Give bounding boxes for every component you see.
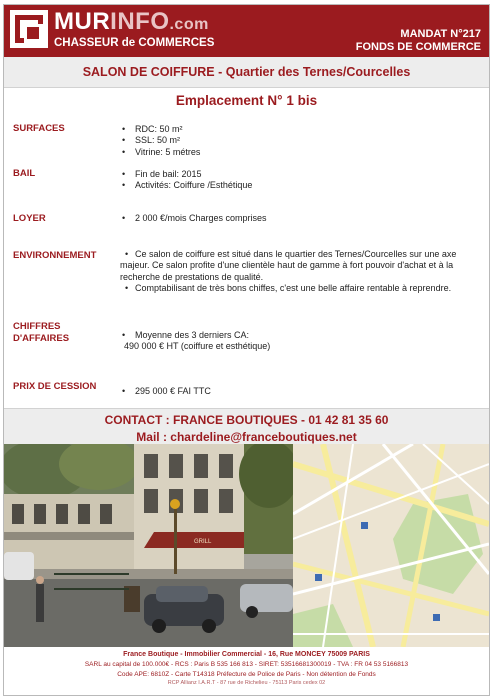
street-photo bbox=[4, 444, 293, 647]
paragraph-text: Ce salon de coiffure est situé dans le quartier des Ternes/Courcelles sur une axe majeur. Ce salon profite d'une clientèle haut de gamme à fort pouvoir d'achat et à la recherche de prestations de qualité. bbox=[120, 249, 457, 282]
list-item: • Fin de bail: 2015 bbox=[120, 169, 480, 180]
header-banner bbox=[4, 5, 489, 57]
loyer-list bbox=[120, 213, 480, 224]
list-item: • RDC: 50 m² bbox=[120, 124, 480, 135]
environnement-paragraph-1: • Ce salon de coiffure est situé dans le quartier des Ternes/Courcelles sur une axe majeur. Ce salon profite d'une clientèle haut de gamme à fort pouvoir d'achat et à la recherche de prestations de qualité. bbox=[120, 249, 457, 282]
footer-company: France Boutique - Immobilier Commercial - 16, Rue MONCEY 75009 PARIS bbox=[123, 651, 370, 658]
list-item: • SSL: 50 m² bbox=[120, 135, 480, 146]
list-item: • Moyenne des 3 derniers CA: bbox=[120, 330, 480, 341]
listing-sheet bbox=[3, 4, 490, 696]
list-item: • Vitrine: 5 métres bbox=[120, 147, 480, 158]
ca-text bbox=[120, 330, 480, 353]
list-item: • Activités: Coiffure /Esthétique bbox=[120, 180, 480, 191]
ca-label bbox=[13, 321, 113, 345]
loyer-label: LOYER bbox=[13, 213, 46, 224]
emplacement-heading: Emplacement N° 1 bis bbox=[175, 93, 318, 108]
brand-part-mur: MUR bbox=[54, 8, 111, 35]
ca-value: 490 000 € HT (coiffure et esthétique) bbox=[124, 341, 271, 352]
prix-label: PRIX DE CESSION bbox=[13, 381, 97, 392]
location-map bbox=[293, 444, 489, 647]
environnement-label: ENVIRONNEMENT bbox=[13, 250, 97, 261]
title-band bbox=[4, 57, 489, 88]
contact-band bbox=[4, 408, 489, 445]
contact-phone: CONTACT : FRANCE BOUTIQUES - 01 42 81 35 60 bbox=[104, 413, 389, 427]
surfaces-list bbox=[120, 124, 480, 158]
murinfo-logo-icon bbox=[10, 10, 48, 48]
brand-tagline: CHASSEUR de COMMERCES bbox=[54, 37, 215, 49]
footer-ape: Code APE: 6810Z - Carte T14318 Préfecture de Police de Paris - Non détention de Fonds bbox=[117, 670, 376, 678]
brand-part-dotcom: .com bbox=[169, 16, 209, 33]
contact-email[interactable]: Mail : chardeline@franceboutiques.net bbox=[136, 430, 357, 444]
environnement-text bbox=[120, 249, 480, 294]
ca-label-line-1: CHIFFRES bbox=[13, 321, 61, 332]
brand-name bbox=[54, 9, 209, 38]
business-type: FONDS DE COMMERCE bbox=[355, 41, 481, 53]
bail-label: BAIL bbox=[13, 168, 36, 179]
shop-sign: GRILL bbox=[194, 539, 212, 545]
location-map-image bbox=[293, 444, 489, 647]
surfaces-label: SURFACES bbox=[13, 123, 65, 134]
list-item: • 295 000 € FAI TTC bbox=[120, 386, 480, 397]
environnement-paragraph-2: • Comptabilisant de très bons chiffes, c'est une belle affaire rentable à reprendre. bbox=[125, 282, 452, 293]
prix-list bbox=[120, 386, 480, 397]
listing-title: SALON DE COIFFURE - Quartier des Ternes/Courcelles bbox=[82, 65, 411, 79]
ca-label-line-2: D'AFFAIRES bbox=[13, 333, 70, 344]
list-item: • 2 000 €/mois Charges comprises bbox=[120, 213, 480, 224]
paragraph-text: Comptabilisant de très bons chiffes, c'est une belle affaire rentable à reprendre. bbox=[135, 282, 452, 293]
footer bbox=[4, 650, 489, 687]
bail-list bbox=[120, 169, 480, 192]
mandat-info bbox=[356, 28, 481, 54]
footer-legal: SARL au capital de 100.000€ - RCS : Paris B 535 166 813 - SIRET: 53516681300019 - TVA : FR 04 53 5166813 bbox=[84, 661, 409, 668]
footer-insurance: RCP Allianz I.A.R.T - 87 rue de Richelieu - 75113 Paris cedex 02 bbox=[167, 680, 326, 686]
mandat-number: MANDAT N°217 bbox=[400, 28, 481, 40]
street-photo-image bbox=[4, 444, 293, 647]
brand-part-info: INFO bbox=[110, 8, 170, 35]
